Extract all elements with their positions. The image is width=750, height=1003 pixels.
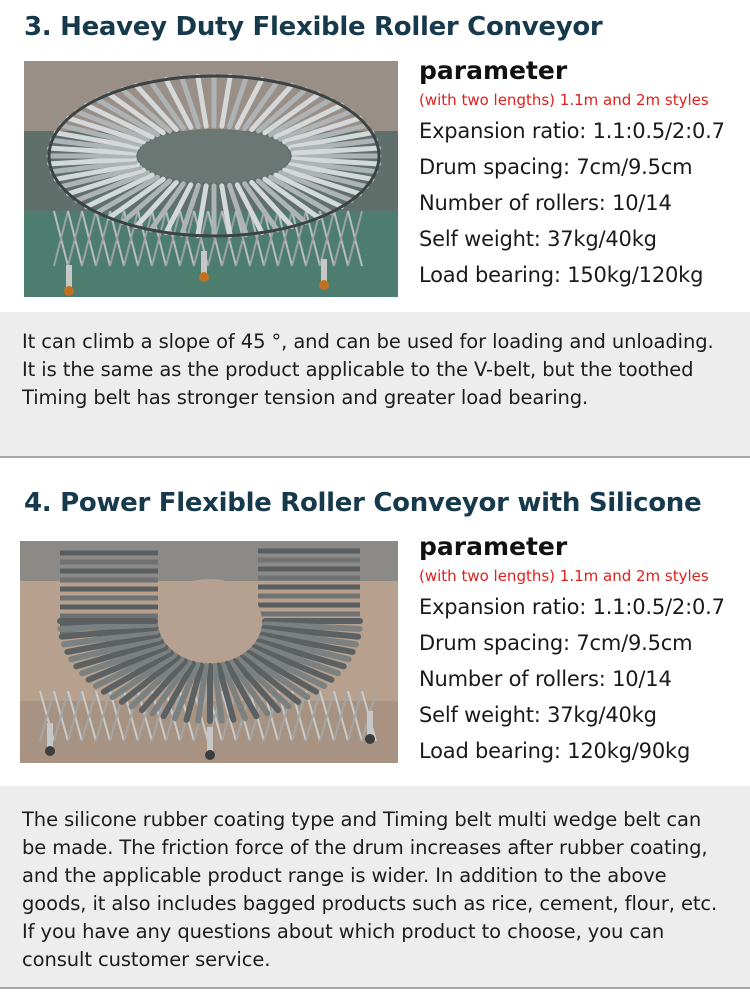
- section4-product-photo: [20, 541, 398, 763]
- section4-title: 4. Power Flexible Roller Conveyor with Silicone: [24, 488, 702, 518]
- section4-description: The silicone rubber coating type and Timing belt multi wedge belt can be made. The friction force of the drum increases after rubber coating, and the applicable product range is wider. In addition to the above goods, it also includes bagged products such as rice, cement, flour, etc. If you have any questions about which product to choose, you can consult customer service.: [22, 808, 718, 971]
- section3-title: 3. Heavey Duty Flexible Roller Conveyor: [24, 12, 603, 42]
- section3-param-expansion: Expansion ratio: 1.1:0.5/2:0.7: [419, 119, 725, 143]
- section4-param-load-bearing: Load bearing: 120kg/90kg: [419, 739, 691, 763]
- section3-product-photo: [24, 61, 398, 297]
- section3-parameters: [419, 56, 739, 293]
- section3-param-load-bearing: Load bearing: 150kg/120kg: [419, 263, 704, 287]
- section3-param-heading: parameter: [419, 56, 568, 85]
- section3-param-subtitle: (with two lengths) 1.1m and 2m styles: [419, 91, 709, 109]
- section4-parameters: [419, 532, 739, 769]
- section4-description-box: [0, 786, 750, 989]
- section4-param-rollers: Number of rollers: 10/14: [419, 667, 672, 691]
- section3-param-drum-spacing: Drum spacing: 7cm/9.5cm: [419, 155, 693, 179]
- section3-param-self-weight: Self weight: 37kg/40kg: [419, 227, 657, 251]
- section4-param-expansion: Expansion ratio: 1.1:0.5/2:0.7: [419, 595, 725, 619]
- section4-param-heading: parameter: [419, 532, 568, 561]
- section3-description: It can climb a slope of 45 °, and can be used for loading and unloading. It is the same as the product applicable to the V-belt, but the toothed Timing belt has stronger tension and greater load bearing.: [22, 330, 714, 409]
- section3-description-box: [0, 312, 750, 458]
- section3-param-rollers: Number of rollers: 10/14: [419, 191, 672, 215]
- section4-param-subtitle: (with two lengths) 1.1m and 2m styles: [419, 567, 709, 585]
- section4-param-self-weight: Self weight: 37kg/40kg: [419, 703, 657, 727]
- section4-param-drum-spacing: Drum spacing: 7cm/9.5cm: [419, 631, 693, 655]
